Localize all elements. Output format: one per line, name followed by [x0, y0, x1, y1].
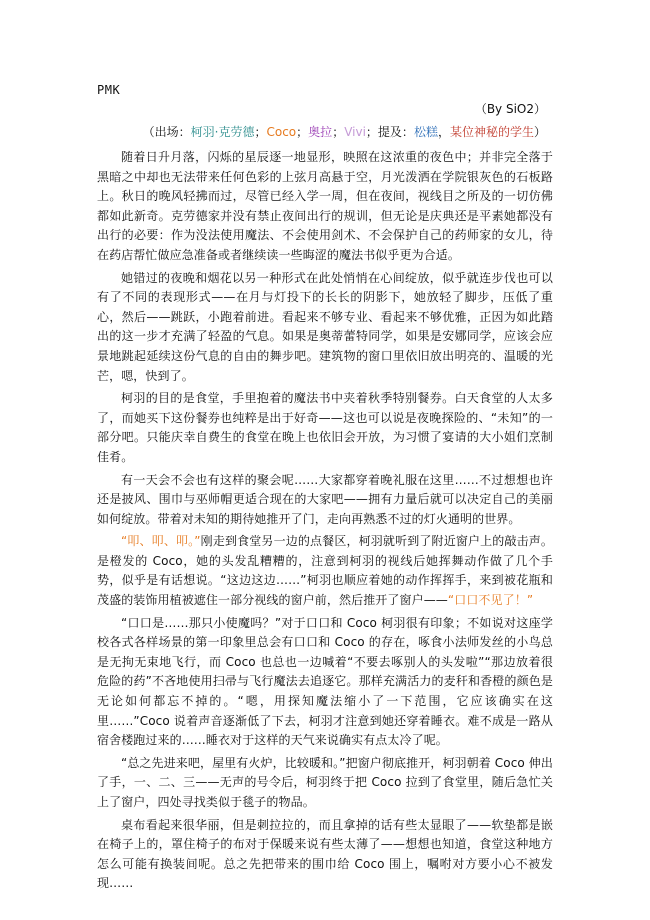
- cast-open: （出场：: [142, 125, 191, 139]
- cast-character-keyu: 柯羽·克劳德: [190, 125, 255, 139]
- cast-separator: ；: [254, 125, 267, 139]
- paragraph: 她错过的夜晚和烟花以另一种形式在此处悄悄在心间绽放，似乎就连步伐也可以有了不同的表现形式——在月与灯投下的长长的阴影下，她放轻了脚步，压低了重心，然后——跳跃，小跑着前进。看起来不够专业、看起来不够优雅，正因为如此踏出的这一步才充满了轻盈的气息。如果是奥蒂蕾特同学，如果是安娜同学，应该会应景地跳起延续这份气息的自由的舞步吧。建筑物的窗口里依旧放出明亮的、温暖的光芒，嗯，快到了。: [97, 270, 553, 383]
- cast-mention-songgao: 松糕: [413, 125, 438, 139]
- paragraph: “总之先进来吧，屋里有火炉，比较暖和。”把窗户彻底推开，柯羽朝着 Coco 伸出了手，一、二、三——无声的号令后，柯羽终于把 Coco 拉到了食堂里，随后急忙关上了窗户，四处寻找类似于毯子的物品。: [97, 755, 553, 809]
- paragraph: “口口是……那只小使魔吗？”对于口口和 Coco 柯羽很有印象；不如说对这座学校各式各样场景的第一印象里总会有口口和 Coco 的存在，啄食小法师发丝的小鸟总是无拘无束地飞行，而 Coco 也总也一边喊着“不要去啄别人的头发啦”“那边放着很危险的药”不吝地使用扫帚与飞行魔法去追逐它。那样充满活力的麦秆和香橙的颜色是无论如何都忘不掉的。“嗯，用探知魔法缩小了一下范围，它应该确实在这里……”Coco 说着声音逐渐低了下去，柯羽才注意到她还穿着睡衣。难不成是一路从宿舍楼跑过来的……睡衣对于这样的天气来说确实有点太冷了呢。: [97, 615, 553, 748]
- cast-separator: ；: [332, 125, 345, 139]
- cast-character-coco: Coco: [266, 125, 297, 139]
- document-title: PMK: [97, 83, 121, 97]
- paragraph: [97, 532, 553, 610]
- cast-close: ）: [533, 125, 546, 139]
- cast-character-vivi: Vivi: [344, 125, 366, 139]
- cast-list: [143, 124, 546, 140]
- coco-exclamation: “口口不见了！”: [447, 593, 534, 608]
- paragraph: 柯羽的目的是食堂，手里抱着的魔法书中夹着秋季特别餐券。白天食堂的人太多了，而她买下这份餐券也纯粹是出于好奇——这也可以说是夜晚探险的、“未知”的一部分吧。只能庆幸自费生的食堂在晚上也依旧会开放，为习惯了宴请的大小姐们烹制佳肴。: [97, 391, 553, 464]
- paragraph: 桌布看起来很华丽，但是刺拉拉的，而且拿掉的话有些太显眼了——软垫都是嵌在椅子上的，罩住椅子的布对于保暖来说有些太薄了——想想也知道，食堂这种地方怎么可能有换装间呢。总之先把带来的围巾给 Coco 围上，嘱咐对方要小心不被发现……: [97, 817, 553, 891]
- cast-separator: ；: [296, 125, 309, 139]
- paragraph: 随着日升月落，闪烁的星辰逐一地显形，映照在这浓重的夜色中；并非完全落于黑暗之中却也无法带来任何色彩的上弦月高悬于空，月光泼洒在学院银灰色的石板路上。秋日的晚风轻拂而过，尽管已经入学一周，但在夜间，视线目之所及的一切仿佛都如此新奇。克劳德家并没有禁止夜间出行的规训，但无论是庆典还是平素她都没有出行的必要：作为没法使用魔法、不会使用剑术、不会保护自己的药师家的女儿，待在药店帮忙做应急准备或者继续读一些晦涩的魔法书似乎更为合适。: [97, 150, 553, 262]
- author-byline: （By SiO2）: [474, 102, 546, 116]
- cast-character-aola: 奥拉: [308, 125, 333, 139]
- story-body: [97, 148, 553, 897]
- paragraph-text: 刚走到食堂另一边的点餐区，柯羽就听到了附近窗户上的敲击声。是橙发的 Coco，她的头发乱糟糟的，注意到柯羽的视线后她挥舞动作做了几个手势，似乎是有话想说。“这边这边……”柯羽也顺应着她的动作挥挥手，来到被花瓶和茂盛的装饰用植被遮住一部分视线的窗户前，然后推开了窗户——: [97, 534, 554, 608]
- cast-mention-mystery-student: 某位神秘的学生: [449, 125, 534, 139]
- cast-separator: ，: [437, 125, 450, 139]
- knock-sound-text: “叩、叩、叩。”: [121, 534, 201, 549]
- paragraph: 有一天会不会也有这样的聚会呢……大家都穿着晚礼服在这里……不过想想也许还是披风、围巾与巫师帽更适合现在的大家吧——拥有力量后就可以决定自己的美丽如何绽放。带着对未知的期待她推开了门，走向再熟悉不过的灯火通明的世界。: [97, 472, 553, 526]
- cast-mention-label: ；提及：: [365, 125, 414, 139]
